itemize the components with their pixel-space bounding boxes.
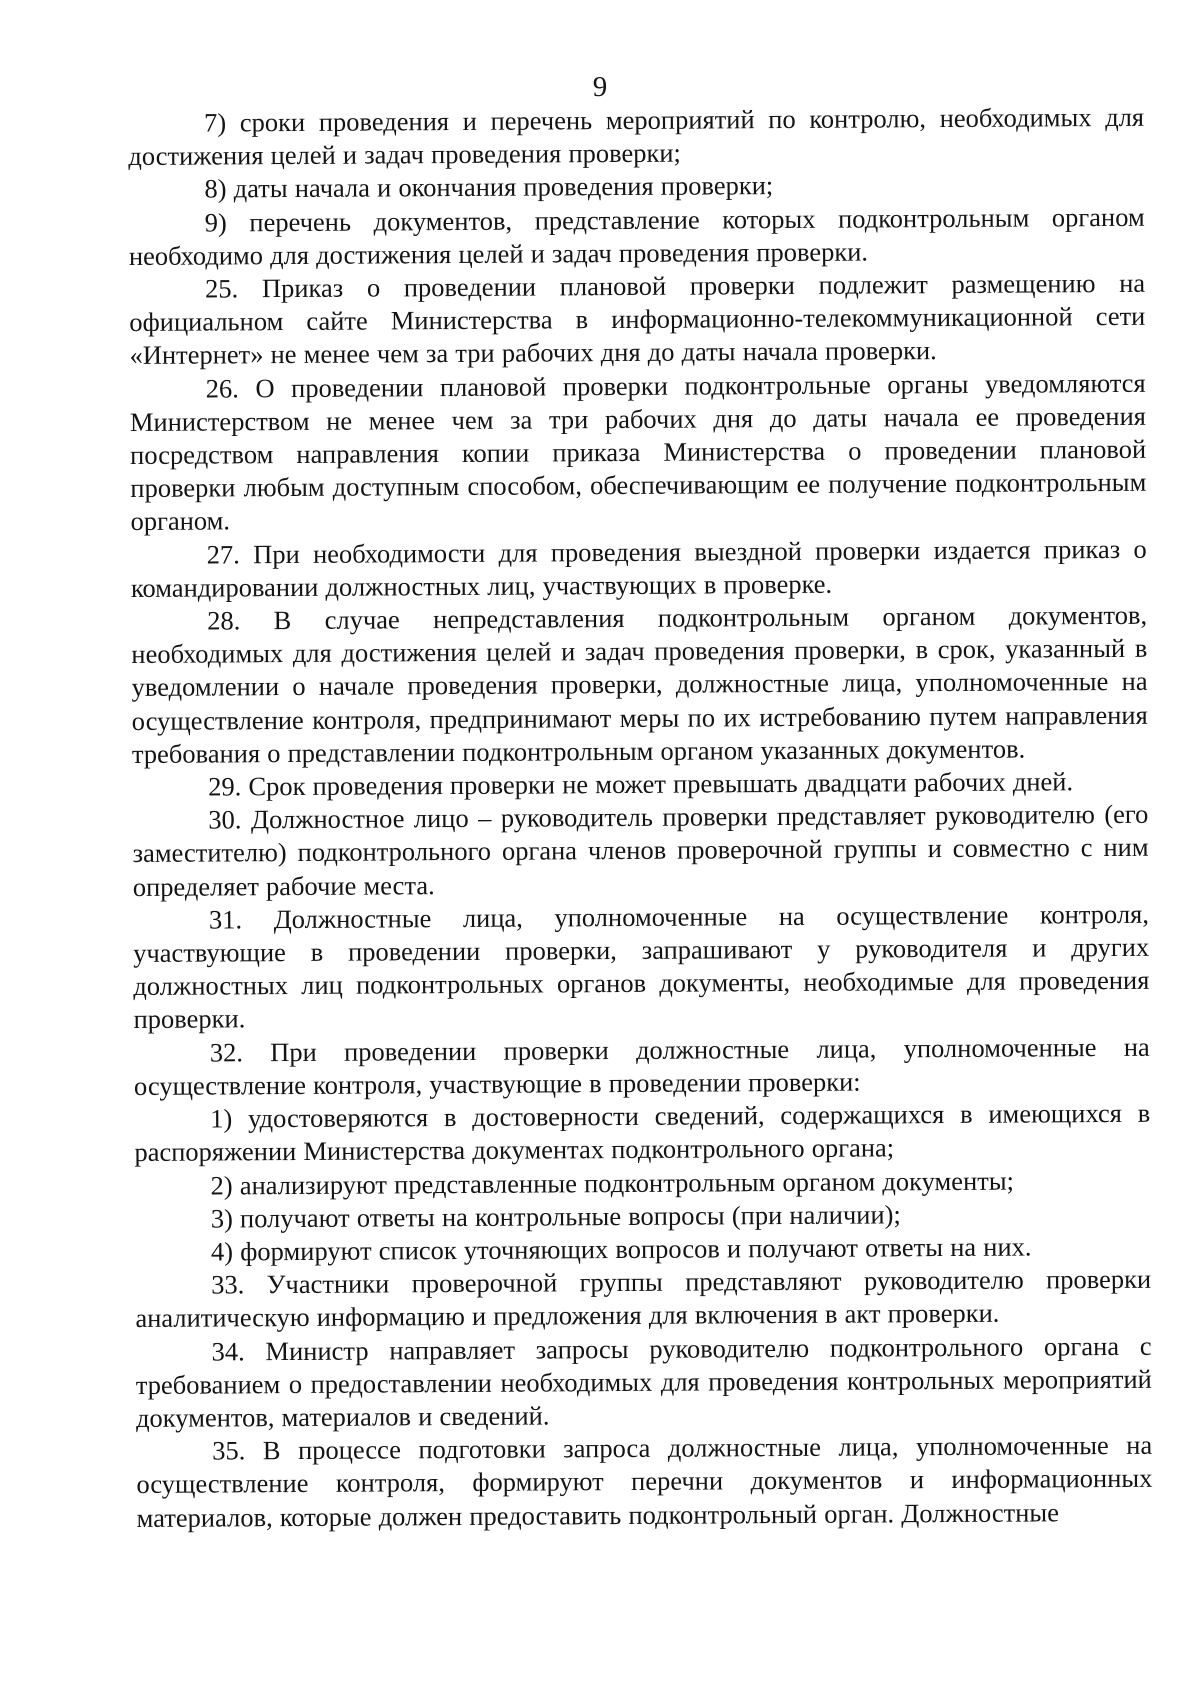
- paragraph-clause-32: 32. При проведении проверки должностные лица, уполномоченные на осуществление контроля, участвующие в проведении проверки:: [133, 1031, 1150, 1101]
- paragraph-clause-31: 31. Должностные лица, уполномоченные на осуществление контроля, участвующие в проведении проверки, запрашивают у руководителя и других должностных лиц подконтрольных органов документы, необходимые для проведения проверки.: [133, 898, 1150, 1035]
- paragraph-clause-30: 30. Должностное лицо – руководитель проверки представляет руководителю (его заместителю) подконтрольного органа членов проверочной группы и совместно с ним определяет рабочие места.: [132, 799, 1149, 902]
- paragraph-item-8: 8) даты начала и окончания проведения проверки;: [204, 170, 774, 204]
- paragraph-item-7: 7) сроки проведения и перечень мероприятий по контролю, необходимых для достижения целей и задач проведения проверки;: [128, 101, 1145, 172]
- paragraph-item-9: 9) перечень документов, представление которых подконтрольным органом необходимо для достижения целей и задач проведения проверки.: [128, 201, 1145, 271]
- paragraph-clause-35: 35. В процессе подготовки запроса должностные лица, уполномоченные на осуществление контроля, формируют перечни документов и информационных материалов, которые должен предоставить подконтрольный орган. Должностные: [136, 1429, 1153, 1533]
- paragraph-clause-27: 27. При необходимости для проведения выездной проверки издается приказ о командировании должностных лиц, участвующих в проверке.: [130, 533, 1147, 603]
- page-number: 9: [592, 71, 608, 103]
- paragraph-clause-25: 25. Приказ о проведении плановой проверки подлежит размещению на официальном сайте Министерства в информационно-телекоммуникационной сети «Интернет» не менее чем за три рабочих дня до даты начала проверки.: [129, 267, 1146, 371]
- paragraph-subitem-1: 1) удостоверяются в достоверности сведений, содержащихся в имеющихся в распоряжении Министерства документах подконтрольного органа;: [134, 1097, 1151, 1168]
- paragraph-subitem-3: 3) получают ответы на контрольные вопросы (при наличии);: [210, 1199, 901, 1234]
- paragraph-clause-34: 34. Министр направляет запросы руководителю подконтрольного органа с требованием о предоставлении необходимых для проведения контрольных мероприятий документов, материалов и сведений.: [135, 1330, 1152, 1433]
- paragraph-clause-33: 33. Участники проверочной группы представляют руководителю проверки аналитическую информацию и предложения для включения в акт проверки.: [135, 1263, 1152, 1334]
- paragraph-subitem-2: 2) анализируют представленные подконтрольным органом документы;: [210, 1165, 1015, 1201]
- document-body: [128, 101, 1153, 1535]
- paragraph-subitem-4: 4) формируют список уточняющих вопросов и получают ответы на них.: [210, 1231, 1032, 1267]
- paragraph-clause-26: 26. О проведении плановой проверки подконтрольные органы уведомляются Министерством не менее чем за три рабочих дня до даты начала ее проведения посредством направления копии приказа Министерства о проведении плановой проверки любым доступным способом, обеспечивающим ее получение подконтрольным органом.: [129, 367, 1147, 537]
- paragraph-clause-28: 28. В случае непредставления подконтрольным органом документов, необходимых для достижения целей и задач проведения проверки, в срок, указанный в уведомлении о начале проведения проверки, должностные лица, уполномоченные на осуществление контроля, предпринимают меры по их истребованию путем направления требования о представлении подконтрольным органом указанных документов.: [131, 599, 1148, 769]
- paragraph-clause-29: 29. Срок проведения проверки не может превышать двадцати рабочих дней.: [208, 766, 1074, 802]
